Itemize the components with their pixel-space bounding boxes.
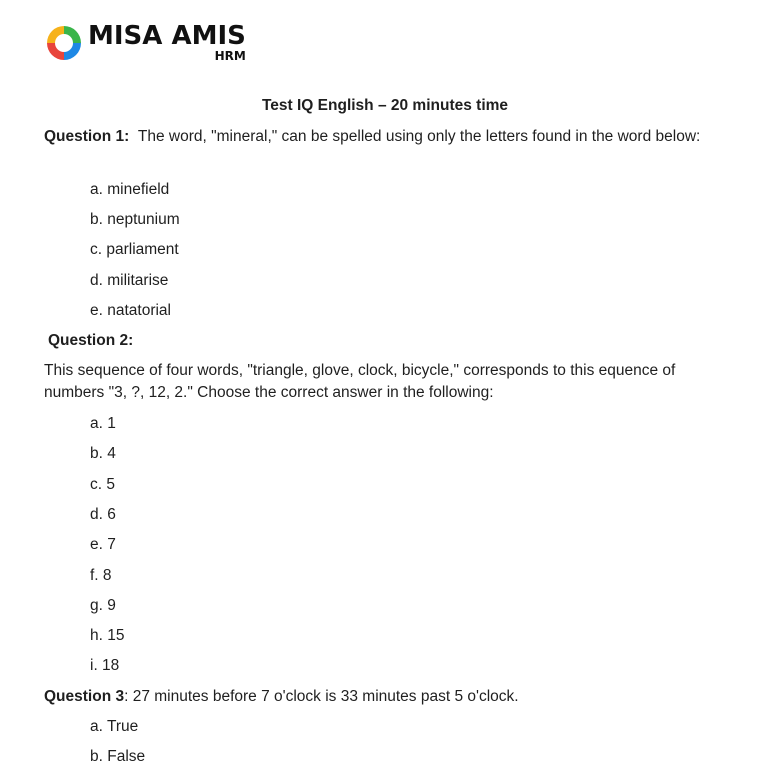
logo-name: MISA AMIS [88, 21, 246, 51]
q2-option-d: d. 6 [90, 506, 116, 523]
q3-option-b: b. False [90, 748, 146, 765]
q1-option-c: c. parliament [90, 241, 179, 258]
question-1-label: Question 1: [44, 128, 130, 145]
question-1-text: The word, "mineral," can be spelled using only the letters found in the word below: [137, 128, 701, 145]
q3-option-a: a. True [90, 718, 139, 735]
q2-option-g: g. 9 [90, 597, 116, 614]
question-1 [44, 126, 724, 148]
question-3 [44, 686, 519, 708]
q1-option-d: d. militarise [90, 272, 169, 289]
q2-option-a: a. 1 [90, 415, 116, 432]
misa-logo-icon [44, 23, 84, 63]
page-title: Test IQ English – 20 minutes time [261, 97, 509, 114]
logo [44, 22, 246, 63]
question-3-label: Question 3 [44, 688, 125, 705]
q2-option-b: b. 4 [90, 445, 116, 462]
q2-option-h: h. 15 [90, 627, 125, 644]
q1-option-e: e. natatorial [90, 302, 171, 319]
question-3-text: : 27 minutes before 7 o'clock is 33 minutes past 5 o'clock. [124, 688, 519, 705]
question-2-text: This sequence of four words, "triangle, glove, clock, bicycle," corresponds to this equence of numbers "3, ?, 12, 2." Choose the correct answer in the following: [44, 362, 676, 401]
q1-option-b: b. neptunium [90, 211, 180, 228]
q2-option-i: i. 18 [90, 657, 120, 674]
q2-option-e: e. 7 [90, 536, 116, 553]
q2-option-c: c. 5 [90, 476, 115, 493]
q2-option-f: f. 8 [90, 567, 112, 584]
question-2-label: Question 2: [48, 332, 134, 349]
logo-sub: HRM [214, 49, 246, 63]
q1-option-a: a. minefield [90, 181, 170, 198]
